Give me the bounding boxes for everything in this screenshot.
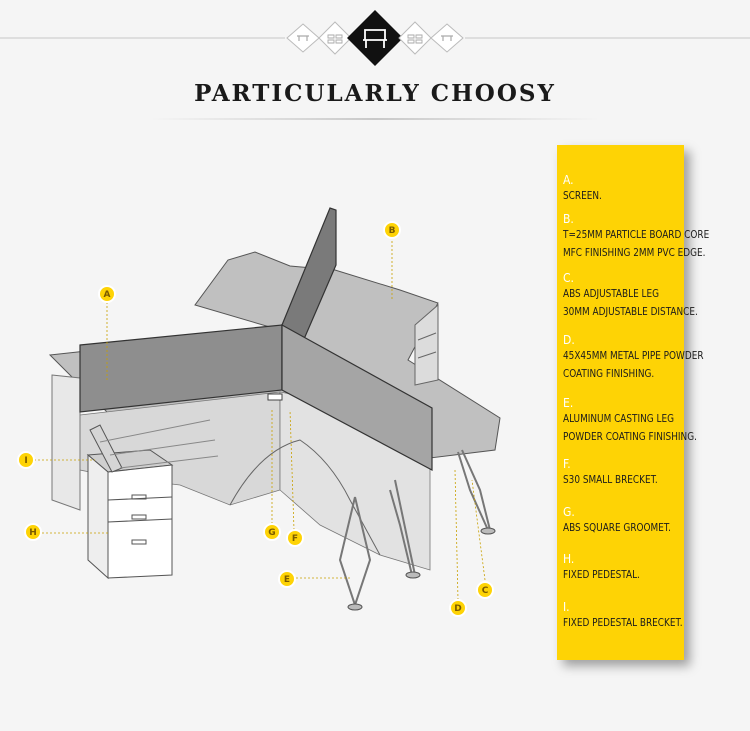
marker-e xyxy=(279,571,295,587)
marker-a xyxy=(99,286,115,302)
marker-c xyxy=(477,582,493,598)
legend-text: 45X45MM METAL PIPE POWDER xyxy=(563,349,704,362)
legend-text: 30MM ADJUSTABLE DISTANCE. xyxy=(563,305,698,318)
legend-letter: B. xyxy=(563,212,574,226)
marker-f xyxy=(287,530,303,546)
legend-text: T=25MM PARTICLE BOARD CORE xyxy=(563,228,710,241)
legend-item-i xyxy=(563,600,687,632)
legend-item-a xyxy=(563,173,687,205)
left-pedestal-side xyxy=(52,375,80,510)
double-desk-icon xyxy=(319,22,351,54)
legend-item-e xyxy=(563,396,697,446)
legend-panel xyxy=(557,145,710,660)
svg-text:G: G xyxy=(268,528,276,538)
svg-text:E: E xyxy=(283,575,291,585)
legend-text: MFC FINISHING 2MM PVC EDGE. xyxy=(563,246,706,259)
page-title: PARTICULARLY CHOOSY xyxy=(194,80,556,107)
legend-item-f xyxy=(563,457,687,489)
legend-text: POWDER COATING FINISHING. xyxy=(563,430,697,443)
legend-text: ALUMINUM CASTING LEG xyxy=(563,412,675,425)
svg-text:H: H xyxy=(29,528,37,538)
pedestal-h-side xyxy=(88,455,108,578)
legend-item-b xyxy=(563,212,710,262)
legend-letter: A. xyxy=(563,173,574,187)
legend-text: SCREEN. xyxy=(563,189,602,202)
legend-text: FIXED PEDESTAL. xyxy=(563,568,640,581)
legend-letter: I. xyxy=(563,600,570,614)
legend-letter: E. xyxy=(563,396,574,410)
svg-text:C: C xyxy=(481,586,489,596)
marker-b xyxy=(384,222,400,238)
marker-g xyxy=(264,524,280,540)
legend-text: ABS SQUARE GROOMET. xyxy=(563,521,671,534)
marker-i xyxy=(18,452,34,468)
desk-workstation-icon xyxy=(347,10,403,66)
legend-letter: F. xyxy=(563,457,571,471)
workstation-diagram xyxy=(0,130,560,731)
header-ornament xyxy=(0,0,750,80)
desk-outline-icon xyxy=(431,24,463,52)
svg-text:D: D xyxy=(454,604,462,614)
legend-text: COATING FINISHING. xyxy=(563,367,655,380)
legend-letter: D. xyxy=(563,333,575,347)
marker-h xyxy=(25,524,41,540)
title-underline xyxy=(150,118,600,120)
legend-letter: H. xyxy=(563,552,575,566)
legend-item-c xyxy=(563,271,698,321)
marker-d xyxy=(450,600,466,616)
svg-text:F: F xyxy=(291,534,299,544)
legend-item-d xyxy=(563,333,704,383)
svg-text:A: A xyxy=(103,290,111,300)
grommet xyxy=(268,394,282,400)
svg-text:B: B xyxy=(388,226,396,236)
legend-letter: G. xyxy=(563,505,575,519)
legend-text: FIXED PEDESTAL BRECKET. xyxy=(563,616,683,629)
svg-text:I: I xyxy=(24,456,28,466)
legend-text: ABS ADJUSTABLE LEG xyxy=(563,287,660,300)
legend-item-g xyxy=(563,505,687,537)
desk-outline-icon xyxy=(287,24,319,52)
double-desk-icon xyxy=(399,22,431,54)
legend-text: S30 SMALL BRECKET. xyxy=(563,473,658,486)
legend-letter: C. xyxy=(563,271,574,285)
legend-item-h xyxy=(563,552,687,584)
